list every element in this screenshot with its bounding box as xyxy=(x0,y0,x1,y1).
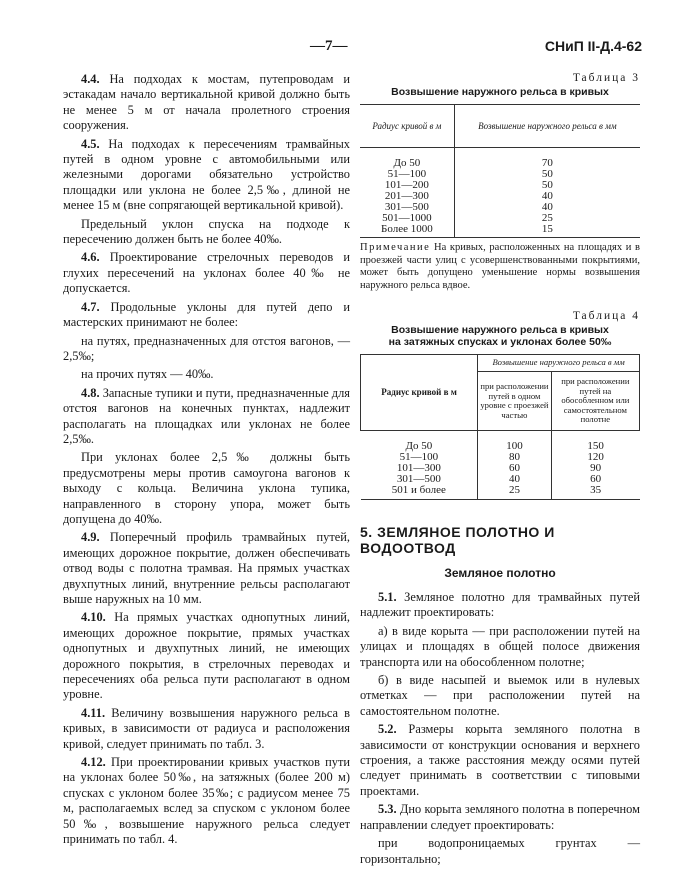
table-3-header-elevation: Возвышение наружного рельса в мм xyxy=(454,105,640,148)
table-row: 101—300 60 90 xyxy=(361,463,640,474)
paragraph-5-1-a: а) в виде корыта — при расположении путей на улицах и площадях в общей полосе движения транспорта или на обособленном полотне; xyxy=(360,623,640,669)
table-row: 201—300 40 xyxy=(360,191,640,202)
table-4-title: Возвышение наружного рельса в кривых на затяжных спусках и уклонах более 50‰ xyxy=(388,324,612,348)
table-row: 101—200 50 xyxy=(360,180,640,191)
paragraph-4-7: 4.7. Продольные уклоны для путей депо и мастерских принимают не более: xyxy=(63,299,350,330)
paragraph-4-4: 4.4. На подходах к мостам, путепроводам и эстакадам начало вертикальной кривой должно быть не менее 5 м от начала пролетного строения сооружения. xyxy=(63,72,350,133)
paragraph-5-1: 5.1. Земляное полотно для трамвайных путей надлежит проектировать: xyxy=(360,590,641,620)
paragraph-5-3: 5.3. Дно корыта земляного полотна в поперечном направлении следует проектировать: xyxy=(360,802,640,832)
paragraph-5-2: 5.2. Размеры корыта земляного полотна в зависимости от конструкции основания и верхнего строения, а также расстояния между осями путей следует принимать в соответствии с типовыми проектами. xyxy=(360,722,641,798)
page-number: —7— xyxy=(310,38,348,54)
subsection-title: Земляное полотно xyxy=(444,566,556,580)
paragraph-4-8-b: При уклонах более 2,5‰ должны быть предусмотрены меры против самоугона вагонов к выходу с кольца. Величина уклона тупика, направленного в сторону упора, может быть допущена до 40‰. xyxy=(63,450,350,526)
paragraph-4-5: 4.5. На подходах к пересечениям трамвайных путей в одном уровне с автомобильными или железными дорогами обязательно устройство площадки или уклона не более 2,5‰, длиной не менее 15 м (вне сопрягающей вертикальной кривой). xyxy=(63,136,350,213)
paragraph-4-6: 4.6. Проектирование стрелочных переводов и глухих пересечений на уклонах более 40‰ не допускается. xyxy=(63,250,350,296)
table-row: 301—500 40 60 xyxy=(361,474,640,485)
table-row: 301—500 40 xyxy=(360,202,640,213)
table-row: 501 и более 25 35 xyxy=(361,485,640,500)
paragraph-5-1-b: б) в виде насыпей и выемок или в нулевых отметках — при расположении путей на самостоятельном полотне. xyxy=(360,673,640,718)
table-4-caption: Таблица 4 xyxy=(572,310,640,322)
table-4-header-radius: Радиус кривой в м xyxy=(361,355,478,431)
table-4 xyxy=(360,354,640,500)
table-3 xyxy=(360,104,640,238)
table-row: 501—1000 25 xyxy=(360,213,640,224)
table-3-header-radius: Радиус кривой в м xyxy=(360,105,454,148)
paragraph-4-9: 4.9. Поперечный профиль трамвайных путей, имеющих дорожное покрытие, должен обеспечивать отвод воды с полотна трамвая. На прямых участках двухпутных линий, внутренние рельсы располагают выше наружных на 10 мм. xyxy=(63,530,350,606)
paragraph-4-10: 4.10. На прямых участках однопутных линий, имеющих дорожное покрытие, прямых участках однопутных и двухпутных линий, не имеющих дорожного покрытия, в стрелочных переводах и пересечениях оба рельса пути располагают в одном уровне. xyxy=(63,610,350,702)
note-text: На кривых, расположенных на площадях и в проезжей части улиц с усовершенствованными покрытиями, может быть допущено уменьшение нормы возвышения наружного рельса вдвое. xyxy=(360,242,640,291)
table-3-note xyxy=(360,242,640,292)
right-column xyxy=(360,72,640,870)
table-3-caption: Таблица 3 xyxy=(572,72,640,84)
paragraph-4-7-b: на прочих путях — 40‰. xyxy=(81,367,214,382)
note-label: Примечание xyxy=(360,242,431,253)
table-4-header-separate: при расположении путей на обособленном или самостоятельном полотне xyxy=(551,372,639,431)
document-code: СНиП II-Д.4-62 xyxy=(544,38,642,54)
section-title: 5. ЗЕМЛЯНОЕ ПОЛОТНО И ВОДООТВОД xyxy=(360,524,555,556)
table-4-header-group: Возвышение наружного рельса в мм xyxy=(478,355,640,372)
table-row: Более 1000 15 xyxy=(360,224,640,238)
paragraph-4-5-limit: Предельный уклон спуска на подходе к пересечению должен быть не более 40‰. xyxy=(63,216,350,247)
paragraph-4-7-a: на путях, предназначенных для отстоя вагонов, — 2,5‰; xyxy=(63,333,350,363)
table-row: До 50 70 xyxy=(360,148,640,170)
paragraph-5-3-a: при водопроницаемых грунтах — горизонтально; xyxy=(360,836,640,866)
table-row: До 50 100 150 xyxy=(361,431,640,453)
left-column xyxy=(63,72,350,851)
table-4-header-same-level: при расположении путей в одном уровне с проезжей частью xyxy=(478,372,552,431)
page-header xyxy=(0,38,700,58)
paragraph-4-8: 4.8. Запасные тупики и пути, предназначенные для отстоя вагонов на конечных пунктах, надлежит располагать на площадках или уклонах не более 2,5‰. xyxy=(63,385,350,446)
table-row: 51—100 80 120 xyxy=(361,452,640,463)
paragraph-4-11: 4.11. Величину возвышения наружного рельса в кривых, в зависимости от радиуса и расположения кривой, следует принимать по табл. 3. xyxy=(63,705,350,751)
table-3-title: Возвышение наружного рельса в кривых xyxy=(391,86,609,98)
table-row: 51—100 50 xyxy=(360,169,640,180)
paragraph-4-12: 4.12. При проектировании кривых участков пути на уклонах более 50‰, на затяжных (более 200 м) спусках с уклоном более 35‰; с радиусом менее 75 м, располагаемых вслед за спуском с уклоном более 50‰, возвышение наружного рельса следует принимать по табл. 4. xyxy=(63,755,351,847)
